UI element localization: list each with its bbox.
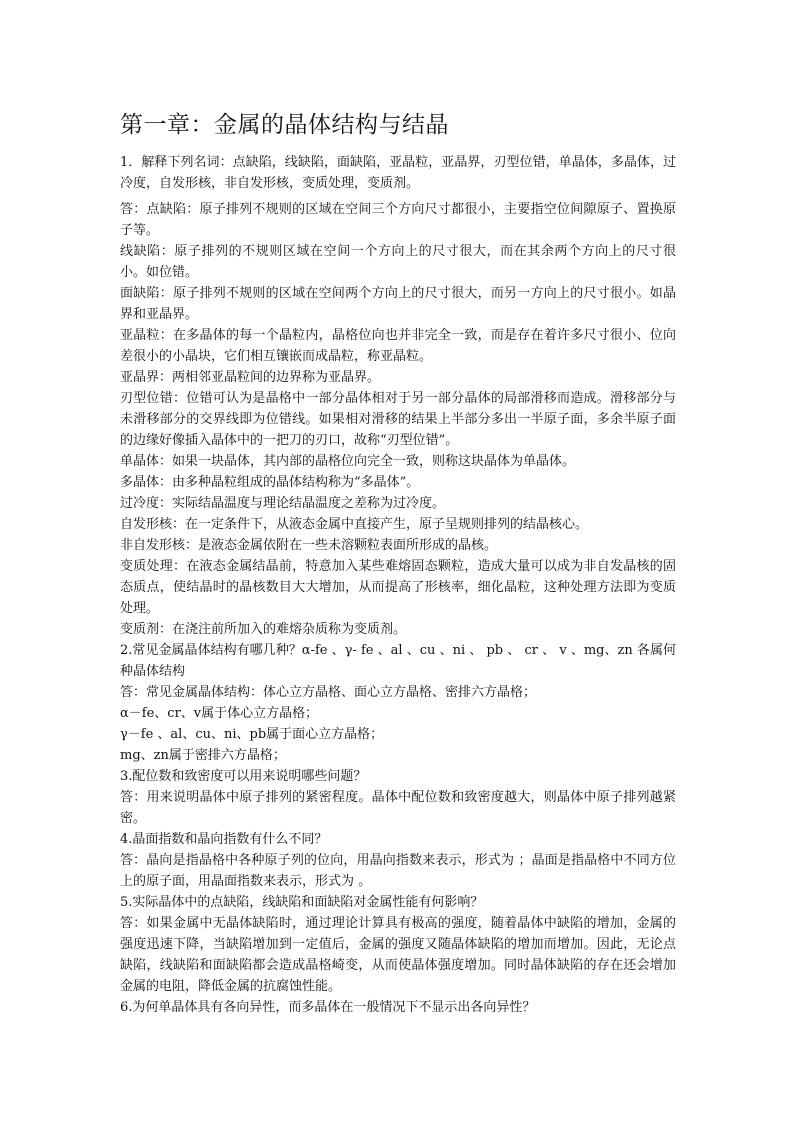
answer-subgrain-boundary: 亚晶界：两相邻亚晶粒间的边界称为亚晶界。 [120, 370, 381, 385]
answer-point-defect: 答：点缺陷：原子排列不规则的区域在空间三个方向尺寸都很小，主要指空位间隙原子、置换原子等。 [120, 202, 676, 238]
document-page [120, 108, 676, 1018]
answer-subgrain: 亚晶粒：在多晶体的每一个晶粒内，晶格位向也并非完全一致，而是存在着许多尺寸很小、位向差很小的小晶块，它们相互镶嵌而成晶粒，称亚晶粒。 [120, 328, 676, 364]
answer-2-fcc: γ－fe 、al、cu、ni、pb属于面心立方晶格； [120, 727, 384, 742]
answer-undercooling: 过冷度：实际结晶温度与理论结晶温度之差称为过冷度。 [120, 496, 446, 511]
question-3: 3.配位数和致密度可以用来说明哪些问题？ [120, 769, 367, 784]
answer-single-crystal: 单晶体：如果一块晶体，其内部的晶格位向完全一致，则称这块晶体为单晶体。 [120, 454, 576, 469]
answer-2-hcp: mg、zn属于密排六方晶格； [120, 748, 286, 763]
answer-surface-defect: 面缺陷：原子排列不规则的区域在空间两个方向上的尺寸很大，而另一方向上的尺寸很小。如晶界和亚晶界。 [120, 286, 676, 322]
answer-2-intro: 答：常见金属晶体结构：体心立方晶格、面心立方晶格、密排六方晶格； [120, 685, 537, 700]
question-1: 1．解释下列名词：点缺陷，线缺陷，面缺陷，亚晶粒，亚晶界，刃型位错，单晶体，多晶体，过冷度，自发形核，非自发形核，变质处理，变质剂。 [120, 155, 676, 191]
answer-3: 答：用来说明晶体中原子排列的紧密程度。晶体中配位数和致密度越大，则晶体中原子排列越紧密。 [120, 790, 676, 826]
question-2: 2.常见金属晶体结构有哪几种？α-fe 、γ- fe 、al 、cu 、ni 、 pb 、 cr 、 v 、mg、zn 各属何种晶体结构 [120, 643, 676, 679]
answer-spontaneous-nucleation: 自发形核：在一定条件下，从液态金属中直接产生，原子呈规则排列的结晶核心。 [120, 517, 589, 532]
question-5: 5.实际晶体中的点缺陷，线缺陷和面缺陷对金属性能有何影响？ [120, 895, 484, 910]
question-4: 4.晶面指数和晶向指数有什么不同？ [120, 832, 328, 847]
answer-5: 答：如果金属中无晶体缺陷时，通过理论计算具有极高的强度，随着晶体中缺陷的增加，金属的强度迅速下降，当缺陷增加到一定值后，金属的强度又随晶体缺陷的增加而增加。因此，无论点缺陷，线缺陷和面缺陷都会造成晶格崎变，从而使晶体强度增加。同时晶体缺陷的存在还会增加金属的电阻，降低金属的抗腐蚀性能。 [120, 916, 676, 994]
answer-line-defect: 线缺陷：原子排列的不规则区域在空间一个方向上的尺寸很大，而在其余两个方向上的尺寸很小。如位错。 [120, 244, 676, 280]
answer-2-bcc: α－fe、cr、v属于体心立方晶格； [120, 706, 319, 721]
answer-polycrystal: 多晶体：由多种晶粒组成的晶体结构称为“多晶体”。 [120, 475, 420, 490]
answer-modification-treatment: 变质处理：在液态金属结晶前，特意加入某些难熔固态颗粒，造成大量可以成为非自发晶核的固态质点，使结晶时的晶核数目大大增加，从而提高了形核率，细化晶粒，这种处理方法即为变质处理。 [120, 559, 676, 616]
answer-modifier: 变质剂：在浇注前所加入的难熔杂质称为变质剂。 [120, 622, 407, 637]
question-6: 6.为何单晶体具有各向异性，而多晶体在一般情况下不显示出各向异性？ [120, 1000, 536, 1015]
answer-4: 答：晶向是指晶格中各种原子列的位向，用晶向指数来表示，形式为 ；晶面是指晶格中不同方位上的原子面，用晶面指数来表示，形式为 。 [120, 853, 676, 889]
answer-edge-dislocation: 刃型位错：位错可认为是晶格中一部分晶体相对于另一部分晶体的局部滑移而造成。滑移部分与未滑移部分的交界线即为位错线。如果相对滑移的结果上半部分多出一半原子面，多余半原子面的边缘好像插入晶体中的一把刀的刃口，故称“刃型位错”。 [120, 391, 676, 448]
chapter-title: 第一章：金属的晶体结构与结晶 [120, 112, 449, 138]
answer-heterogeneous-nucleation: 非自发形核：是液态金属依附在一些未溶颗粒表面所形成的晶核。 [120, 538, 498, 553]
